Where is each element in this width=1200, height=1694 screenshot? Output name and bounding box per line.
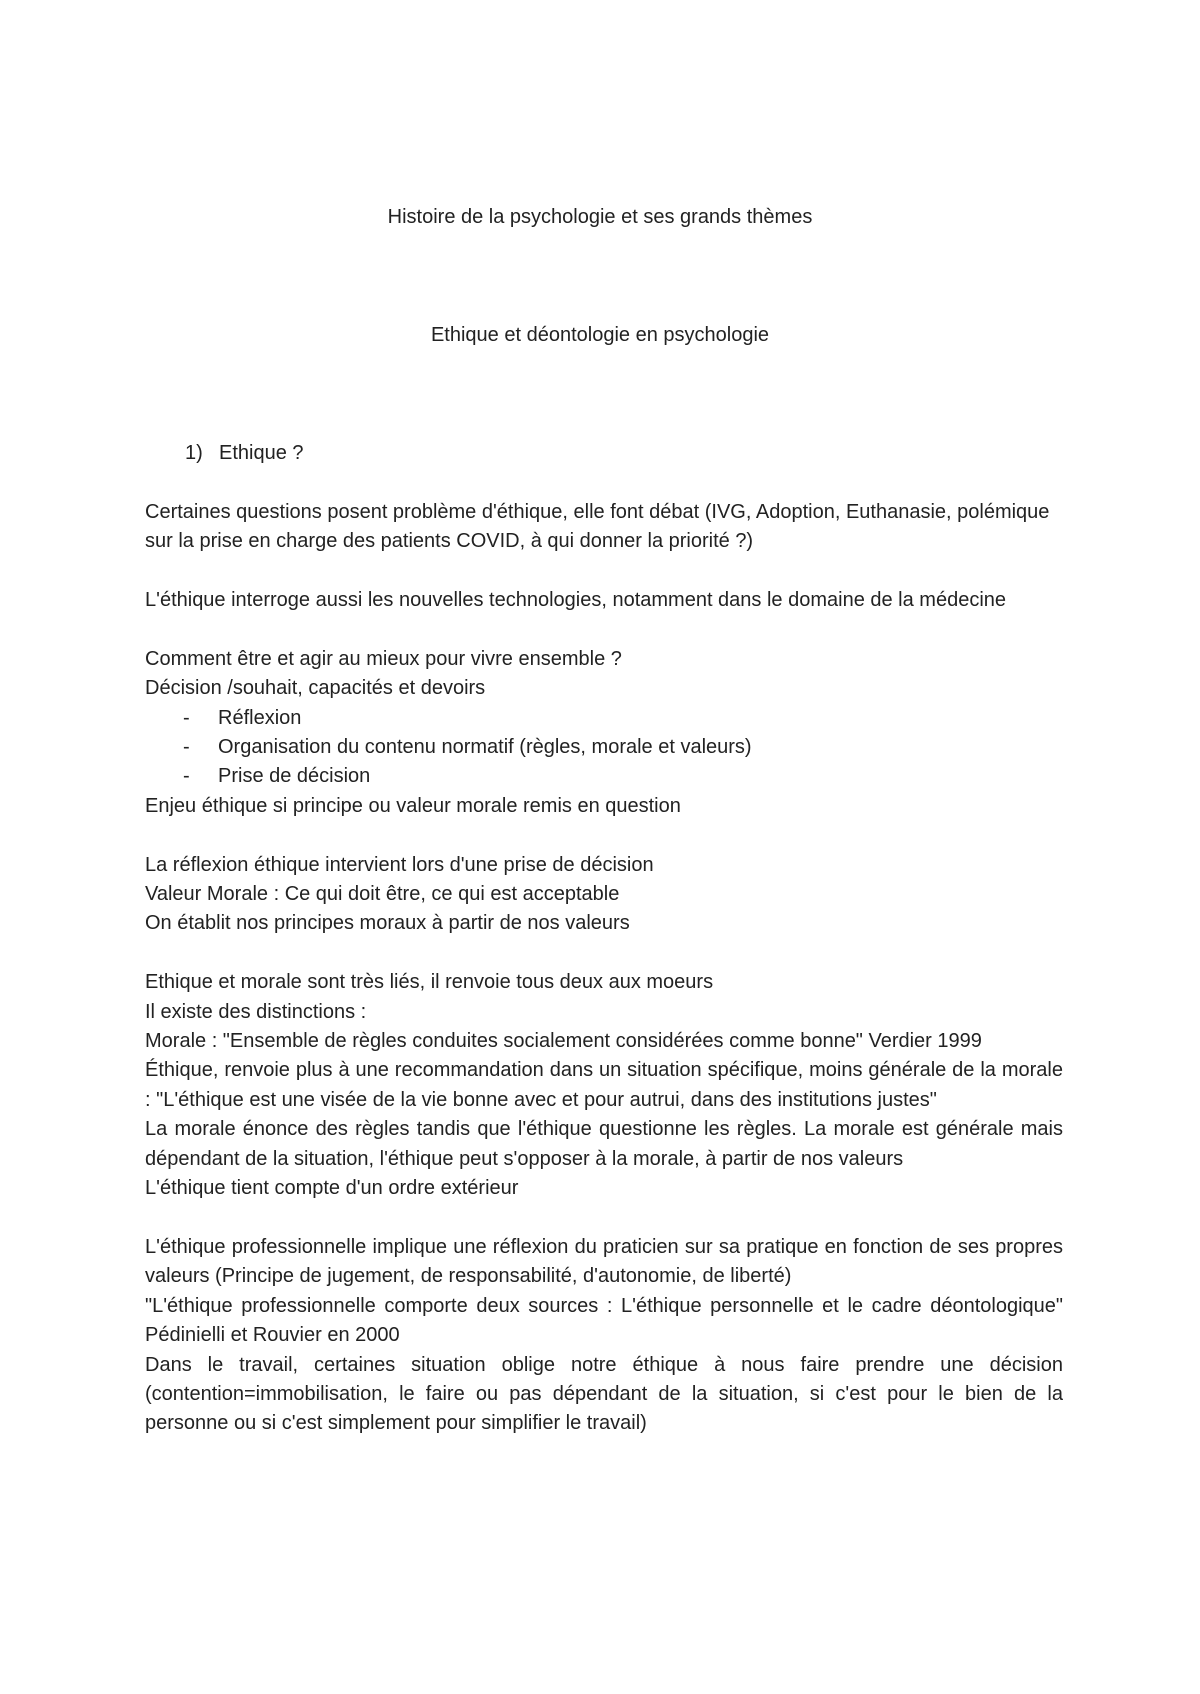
paragraph-professionnelle: L'éthique professionnelle implique une réflexion du praticien sur sa pratique en fonction de ses propres valeurs (Principe de jugement, de responsabilité, d'autonomie, de liberté) <box>145 1235 1063 1288</box>
list-item <box>145 704 1063 733</box>
line-reflexion: La réflexion éthique intervient lors d'une prise de décision <box>145 853 654 876</box>
paragraph-enonce: La morale énonce des règles tandis que l'éthique questionne les règles. La morale est générale mais dépendant de la situation, l'éthique peut s'opposer à la morale, à partir de nos valeurs <box>145 1118 1063 1170</box>
paragraph-technologies: L'éthique interroge aussi les nouvelles technologies, notamment dans le domaine de la médecine <box>145 589 1007 611</box>
bullet-dash: - <box>183 706 190 729</box>
paragraph-travail: Dans le travail, certaines situation oblige notre éthique à nous faire prendre une décision (contention=immobilisation, le faire ou pas dépendant de la situation, si c'est pour le bien de la personne ou si c'est simplement pour simplifier le travail) <box>145 1353 1063 1435</box>
spacer <box>145 557 1063 586</box>
list-item-text: Organisation du contenu normatif (règles, morale et valeurs) <box>218 736 752 759</box>
line-enjeu: Enjeu éthique si principe ou valeur morale remis en question <box>145 794 681 817</box>
document-body <box>145 439 1063 1439</box>
bullet-list <box>145 704 1063 792</box>
document-subtitle: Ethique et déontologie en psychologie <box>430 324 770 346</box>
line-distinctions: Il existe des distinctions : <box>145 1000 367 1023</box>
line-comment: Comment être et agir au mieux pour vivre ensemble ? <box>145 647 622 670</box>
spacer <box>145 1203 1063 1232</box>
document-title: Histoire de la psychologie et ses grands thèmes <box>387 206 813 228</box>
line-decision: Décision /souhait, capacités et devoirs <box>145 677 486 700</box>
list-item <box>145 733 1063 762</box>
line-principes: On établit nos principes moraux à partir de nos valeurs <box>145 912 630 935</box>
line-lies: Ethique et morale sont très liés, il renvoie tous deux aux moeurs <box>145 971 714 994</box>
list-item <box>145 762 1063 791</box>
spacer <box>145 821 1063 850</box>
list-item-text: Réflexion <box>218 706 302 729</box>
line-valeur-morale: Valeur Morale : Ce qui doit être, ce qui est acceptable <box>145 883 620 906</box>
section-heading <box>145 439 1063 468</box>
section-number: 1) <box>185 442 203 464</box>
paragraph-questions: Certaines questions posent problème d'éthique, elle font débat (IVG, Adoption, Euthanasie, polémique sur la prise en charge des patients COVID, à qui donner la priorité ?) <box>145 500 1050 553</box>
list-item-text: Prise de décision <box>218 765 371 788</box>
line-ordre: L'éthique tient compte d'un ordre extérieur <box>145 1177 519 1200</box>
bullet-dash: - <box>183 736 190 759</box>
spacer <box>145 468 1063 497</box>
paragraph-morale: Morale : "Ensemble de règles conduites socialement considérées comme bonne" Verdier 1999 <box>145 1030 982 1053</box>
paragraph-ethique: Éthique, renvoie plus à une recommandation dans un situation spécifique, moins générale de la morale : "L'éthique est une visée de la vie bonne avec et pour autrui, dans des institutions justes" <box>145 1059 1063 1111</box>
section-heading-text: Ethique ? <box>219 442 304 464</box>
spacer <box>145 939 1063 968</box>
bullet-dash: - <box>183 765 190 788</box>
spacer <box>145 615 1063 644</box>
paragraph-sources: "L'éthique professionnelle comporte deux sources : L'éthique personnelle et le cadre déontologique" Pédinielli et Rouvier en 2000 <box>145 1294 1063 1347</box>
